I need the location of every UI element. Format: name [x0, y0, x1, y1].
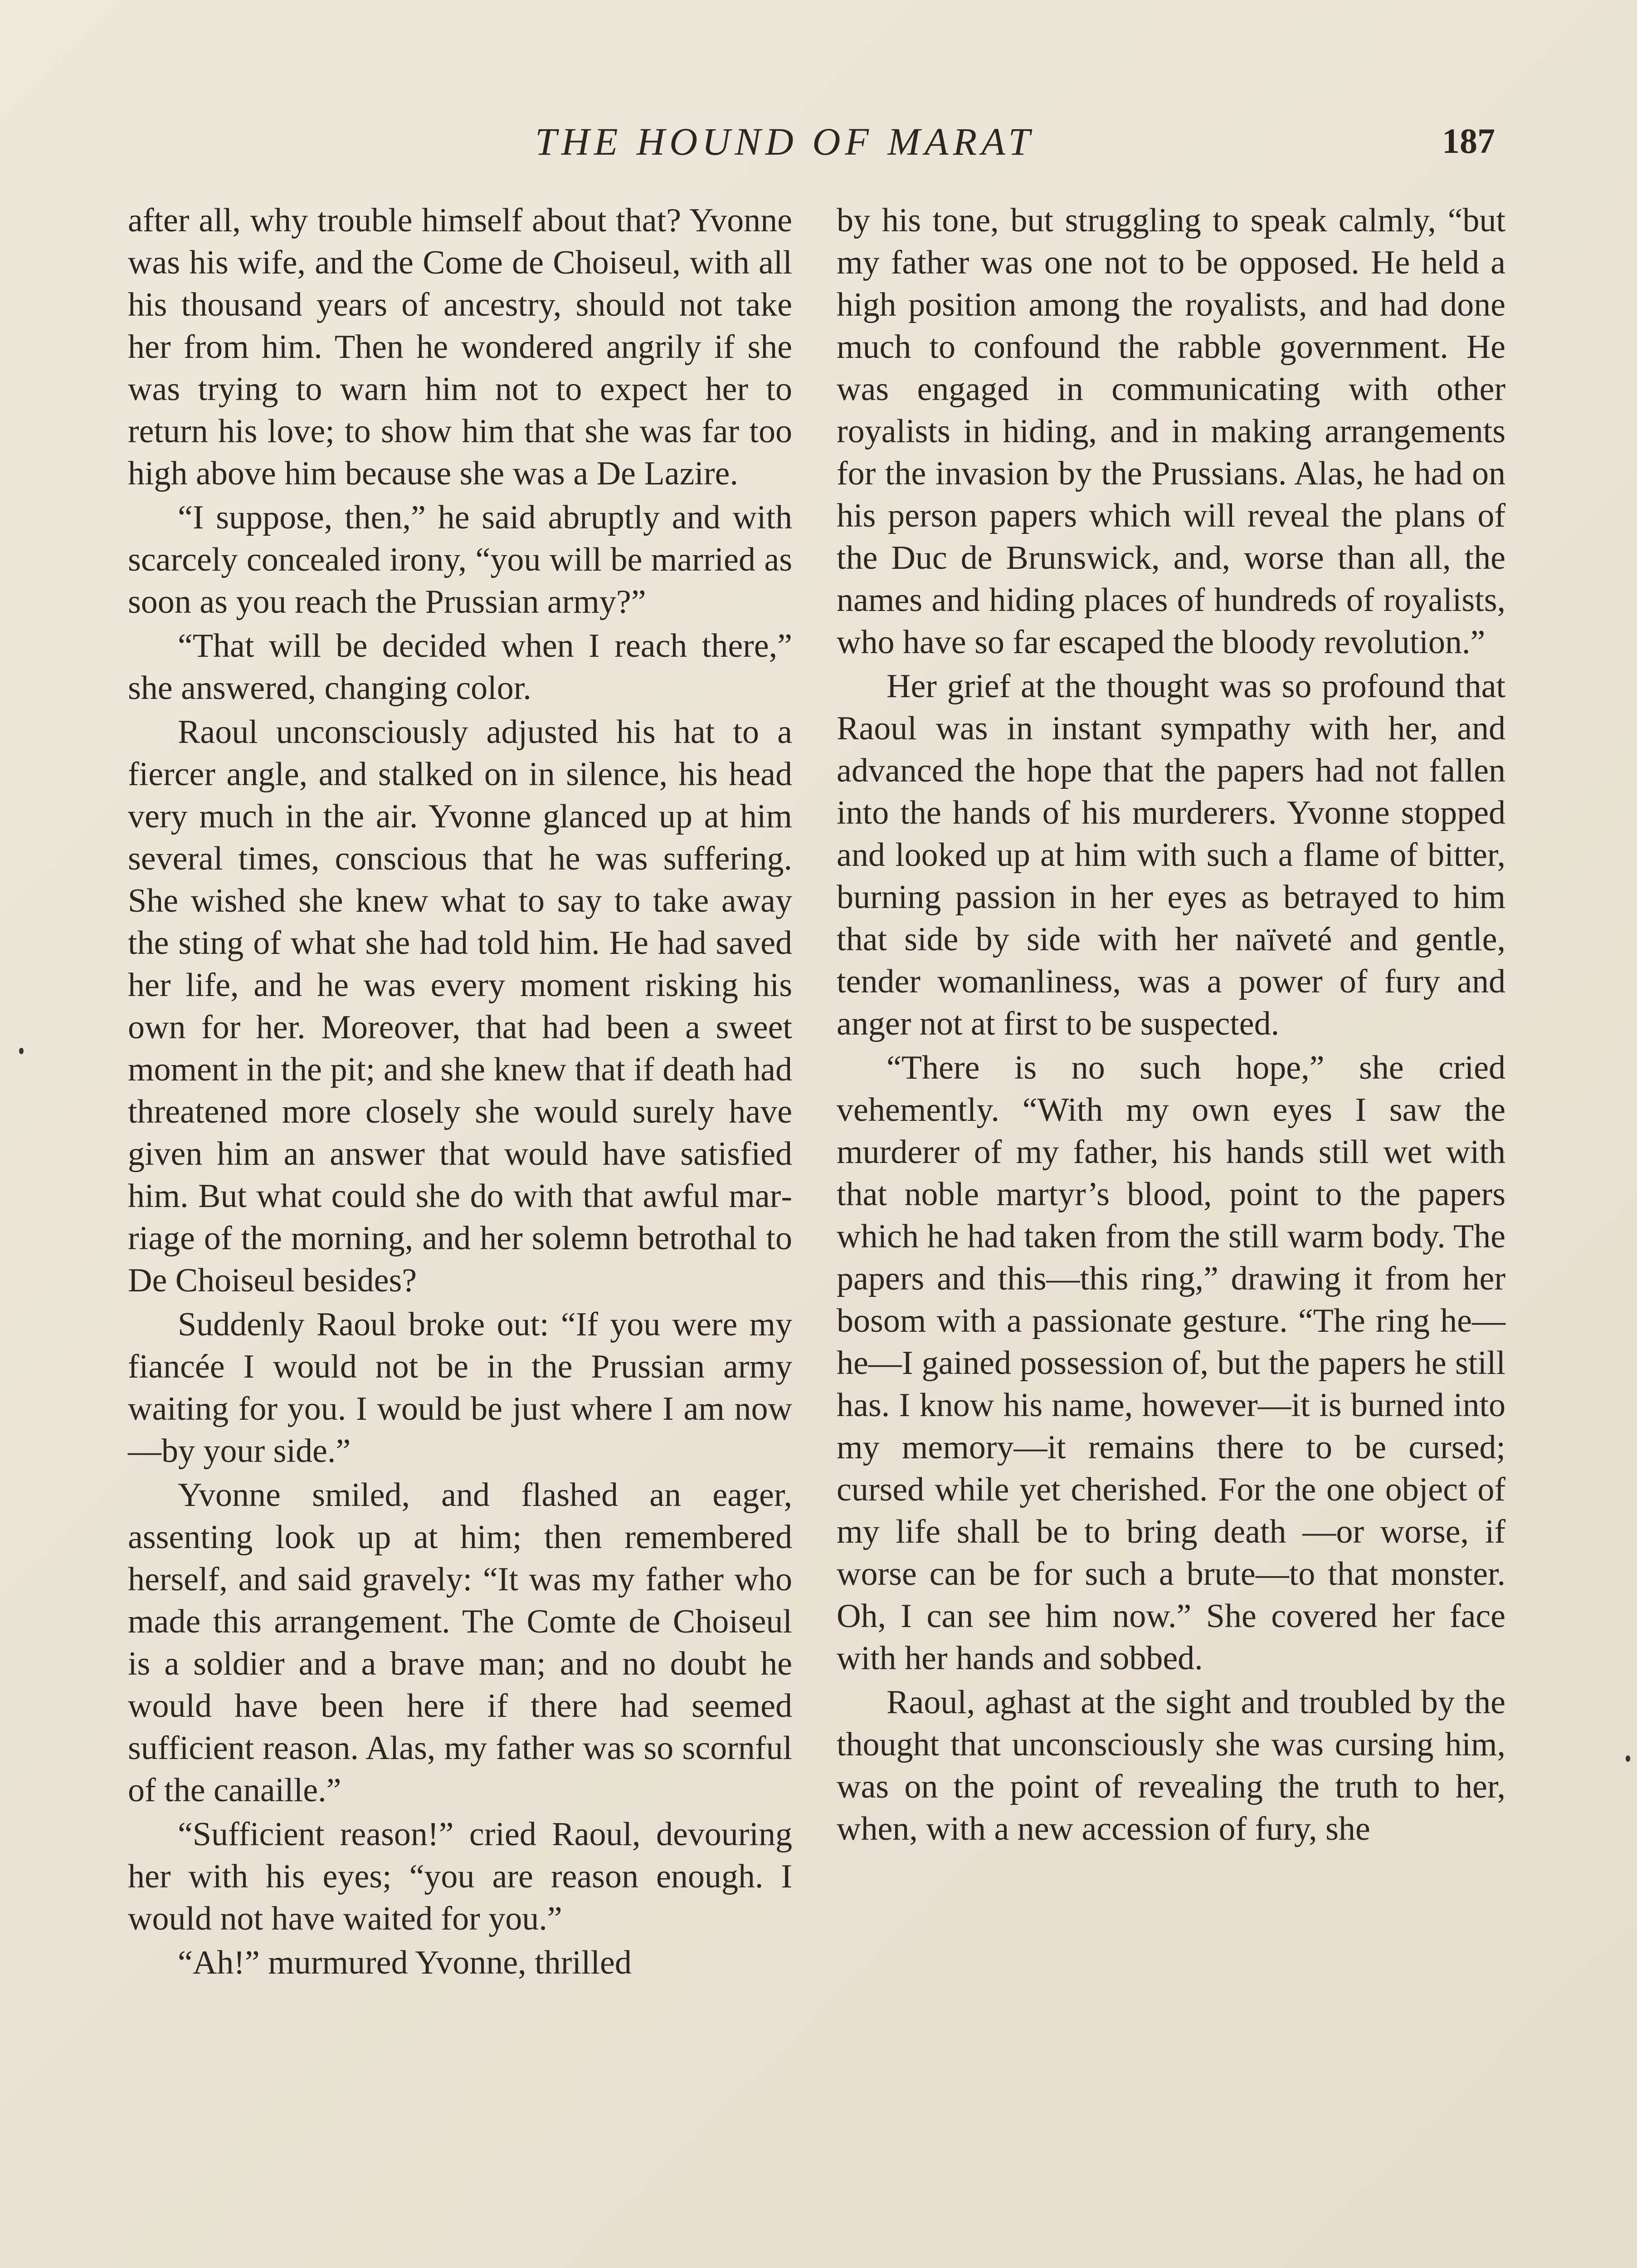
- paragraph: “Ah!” murmured Yvonne, thrilled: [178, 1944, 632, 1981]
- right-column: [837, 200, 1505, 1850]
- paragraph: by his tone, but struggling to speak calmly, “but my father was one not to be opposed. He held a high position among the royalists, and had done much to confound the rabble government. He was engaged in communicating with other royalists in hiding, and in making arrangements for the invasion by the Prussians. Alas, he had on his person papers which will reveal the plans of the Duc de Brunswick, and, worse than all, the names and hiding places of hundreds of royalists, who have so far escaped the bloody revolution.”: [837, 202, 1505, 661]
- left-column: [128, 200, 792, 1984]
- paragraph: Her grief at the thought was so profound that Raoul was in instant sympathy with her, and advanced the hope that the papers had not fallen into the hands of his murderers. Yvonne stopped and looked up at him with such a flame of bitter, burning passion in her eyes as betrayed to him that side by side with her naïveté and gentle, tender womanliness, was a power of fury and anger not at first to be suspected.: [837, 668, 1505, 1042]
- page-header: [0, 119, 1637, 173]
- print-speck: [19, 1048, 24, 1054]
- paragraph: “There is no such hope,” she cried vehemently. “With my own eyes I saw the murderer of my father, his hands still wet with that noble martyr’s blood, point to the papers which he had taken from the still warm body. The papers and this—this ring,” drawing it from her bosom with a passionate gesture. “The ring he—he—I gained possession of, but the papers he still has. I know his name, however—it is burned into my memory—it remains there to be cursed; cursed while yet cherished. For the one object of my life shall be to bring death —or worse, if worse can be for such a brute—to that monster. Oh, I can see him now.” She covered her face with her hands and sobbed.: [837, 1049, 1505, 1677]
- print-speck: [1626, 1755, 1630, 1762]
- paragraph: Suddenly Raoul broke out: “If you were my fiancée I would not be in the Prussian army waiting for you. I would be just where I am now—by your side.”: [128, 1306, 792, 1470]
- running-title: THE HOUND OF MARAT: [535, 120, 1035, 163]
- paragraph: “Sufficient reason!” cried Raoul, devouring her with his eyes; “you are reason enough. I would not have waited for you.”: [128, 1816, 792, 1937]
- paragraph: Raoul, aghast at the sight and troubled by the thought that unconsciously she was cursing him, was on the point of revealing the truth to her, when, with a new accession of fury, she: [837, 1684, 1505, 1848]
- paragraph: Raoul unconsciously adjusted his hat to a fiercer angle, and stalked on in silence, his head very much in the air. Yvonne glanced up at him several times, conscious that he was suffering. She wished she knew what to say to take away the sting of what she had told him. He had saved her life, and he was every moment risking his own for her. Moreover, that had been a sweet moment in the pit; and she knew that if death had threatened more closely she would surely have given him an answer that would have satisfied him. But what could she do with that awful marriage of the morning, and her solemn betrothal to De Choiseul besides?: [128, 714, 792, 1299]
- paragraph: after all, why trouble himself about that? Yvonne was his wife, and the Come de Choiseul, with all his thousand years of ancestry, should not take her from him. Then he wondered angrily if she was trying to warn him not to expect her to return his love; to show him that she was far too high above him because she was a De Lazire.: [128, 202, 792, 492]
- paragraph: Yvonne smiled, and flashed an eager, assenting look up at him; then remembered herself, and said gravely: “It was my father who made this arrangement. The Comte de Choiseul is a soldier and a brave man; and no doubt he would have been here if there had seemed sufficient reason. Alas, my father was so scornful of the canaille.”: [128, 1476, 792, 1809]
- page-number: 187: [1442, 121, 1495, 161]
- paragraph: “I suppose, then,” he said abruptly and with scarcely concealed irony, “you will be married as soon as you reach the Prussian army?”: [128, 499, 792, 621]
- paragraph: “That will be decided when I reach there,” she answered, changing color.: [128, 627, 792, 707]
